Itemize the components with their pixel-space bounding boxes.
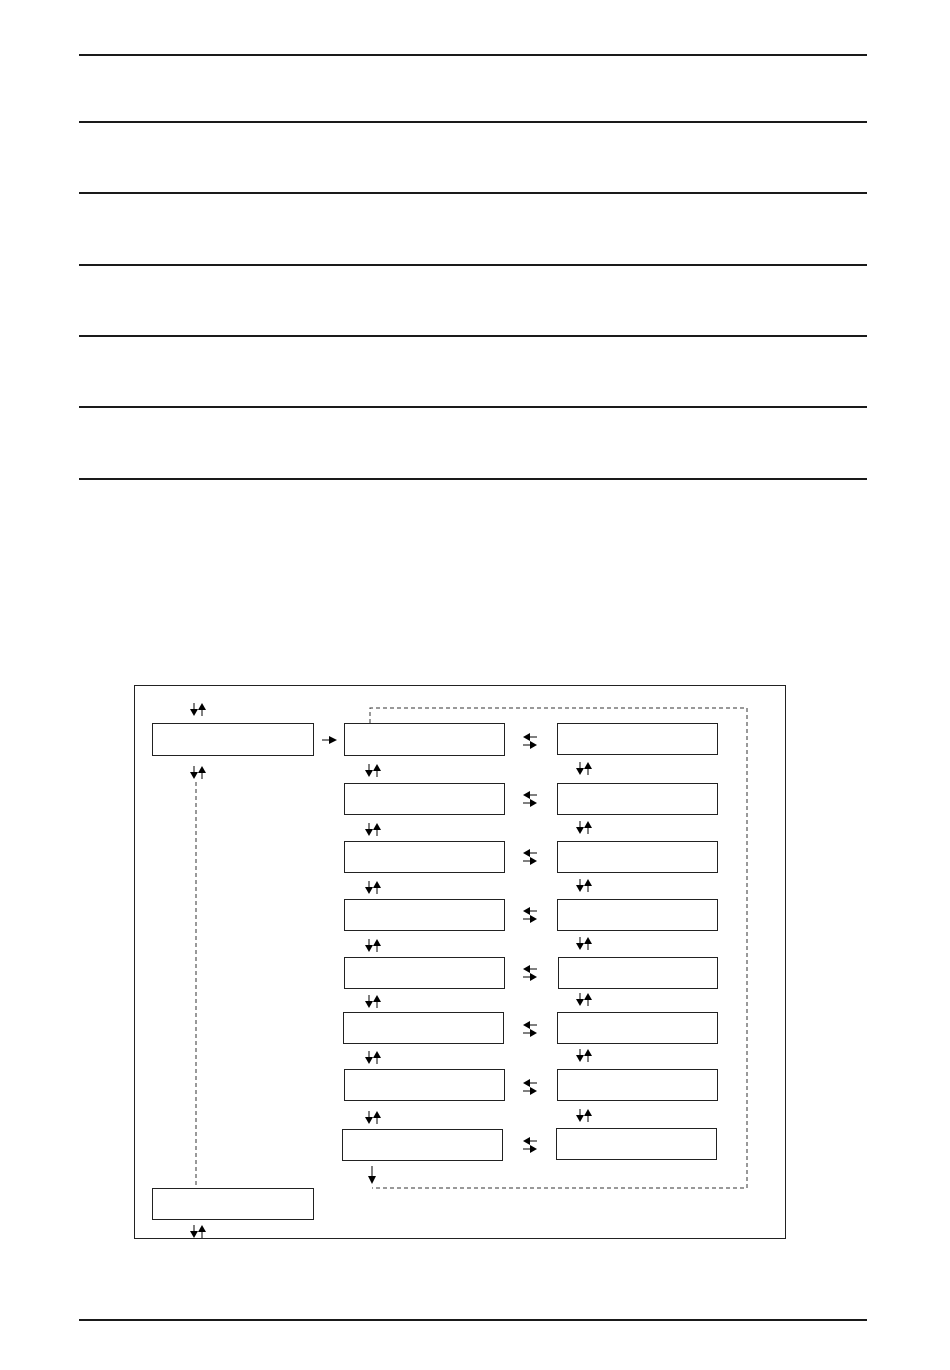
setting-box-7	[557, 1069, 718, 1101]
setting-box-4	[557, 899, 718, 931]
submenu-box-5	[344, 957, 505, 989]
menu-root-box	[152, 723, 314, 756]
submenu-box-7	[344, 1069, 505, 1101]
menu-bottom-box	[152, 1188, 314, 1220]
submenu-box-6	[343, 1012, 504, 1044]
submenu-box-3	[344, 841, 505, 873]
submenu-box-2	[344, 783, 505, 815]
submenu-box-8	[342, 1129, 503, 1161]
setting-box-8	[556, 1128, 717, 1160]
setting-box-6	[557, 1012, 718, 1044]
table-row-divider	[79, 192, 867, 194]
setting-box-1	[557, 723, 718, 755]
table-bottom-rule	[79, 478, 867, 480]
table-row-divider	[79, 121, 867, 123]
submenu-box-4	[344, 899, 505, 931]
table-top-rule	[79, 54, 867, 56]
setting-box-5	[558, 957, 718, 989]
submenu-box-1	[344, 723, 505, 756]
footer-rule	[79, 1319, 867, 1321]
setting-box-2	[557, 783, 718, 815]
setting-box-3	[557, 841, 718, 873]
table-row-divider	[79, 264, 867, 266]
table-row-divider	[79, 335, 867, 337]
table-row-divider	[79, 406, 867, 408]
